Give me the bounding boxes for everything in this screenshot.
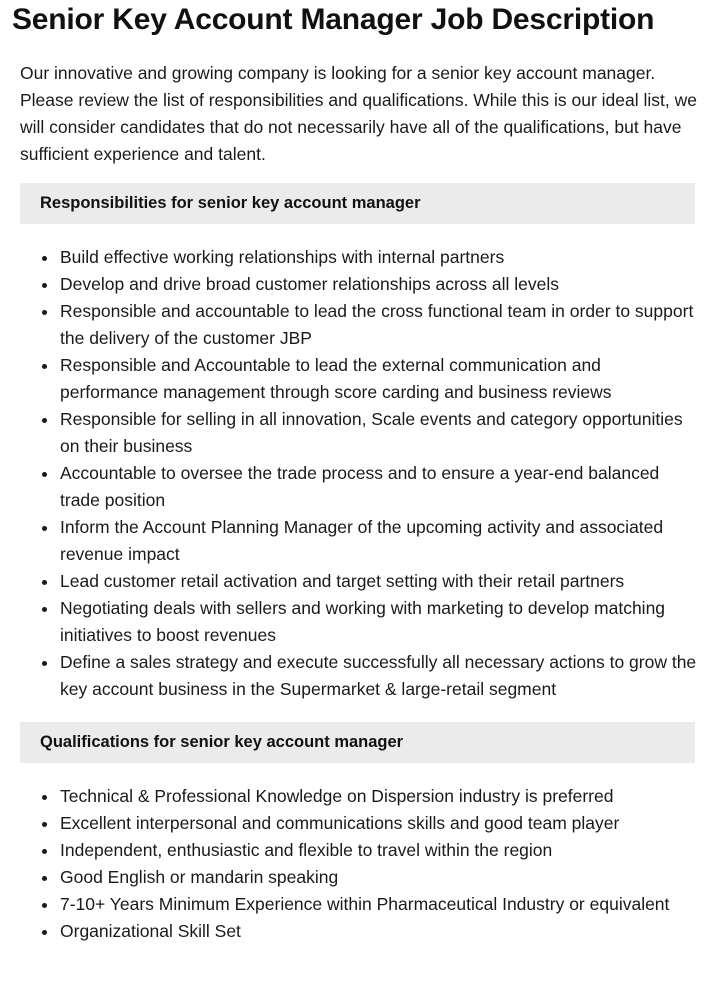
responsibilities-list	[60, 244, 700, 703]
list-item: Good English or mandarin speaking	[60, 864, 700, 891]
list-item: Organizational Skill Set	[60, 918, 700, 945]
list-item: Responsible and accountable to lead the cross functional team in order to support the delivery of the customer JBP	[60, 298, 700, 352]
list-item: Responsible and Accountable to lead the external communication and performance management through score carding and business reviews	[60, 352, 700, 406]
list-item: Inform the Account Planning Manager of the upcoming activity and associated revenue impact	[60, 514, 700, 568]
list-item: Define a sales strategy and execute successfully all necessary actions to grow the key account business in the Supermarket & large-retail segment	[60, 649, 700, 703]
list-item: Accountable to oversee the trade process and to ensure a year-end balanced trade position	[60, 460, 700, 514]
list-item: Lead customer retail activation and target setting with their retail partners	[60, 568, 700, 595]
list-item: Technical & Professional Knowledge on Dispersion industry is preferred	[60, 783, 700, 810]
list-item: Build effective working relationships with internal partners	[60, 244, 700, 271]
intro-paragraph: Our innovative and growing company is looking for a senior key account manager. Please review the list of responsibilities and qualifications. While this is our ideal list, we will consider candidates that do not necessarily have all of the qualifications, but have sufficient experience and talent.	[20, 63, 697, 164]
list-item: Develop and drive broad customer relationships across all levels	[60, 271, 700, 298]
list-item: Responsible for selling in all innovation, Scale events and category opportunities on their business	[60, 406, 700, 460]
page-title: Senior Key Account Manager Job Description	[12, 3, 655, 36]
list-item: Excellent interpersonal and communications skills and good team player	[60, 810, 700, 837]
list-item: Negotiating deals with sellers and working with marketing to develop matching initiatives to boost revenues	[60, 595, 700, 649]
qualifications-heading: Qualifications for senior key account manager	[20, 722, 695, 763]
qualifications-list	[60, 783, 700, 945]
list-item: 7-10+ Years Minimum Experience within Pharmaceutical Industry or equivalent	[60, 891, 700, 918]
responsibilities-heading: Responsibilities for senior key account manager	[20, 183, 695, 224]
list-item: Independent, enthusiastic and flexible to travel within the region	[60, 837, 700, 864]
